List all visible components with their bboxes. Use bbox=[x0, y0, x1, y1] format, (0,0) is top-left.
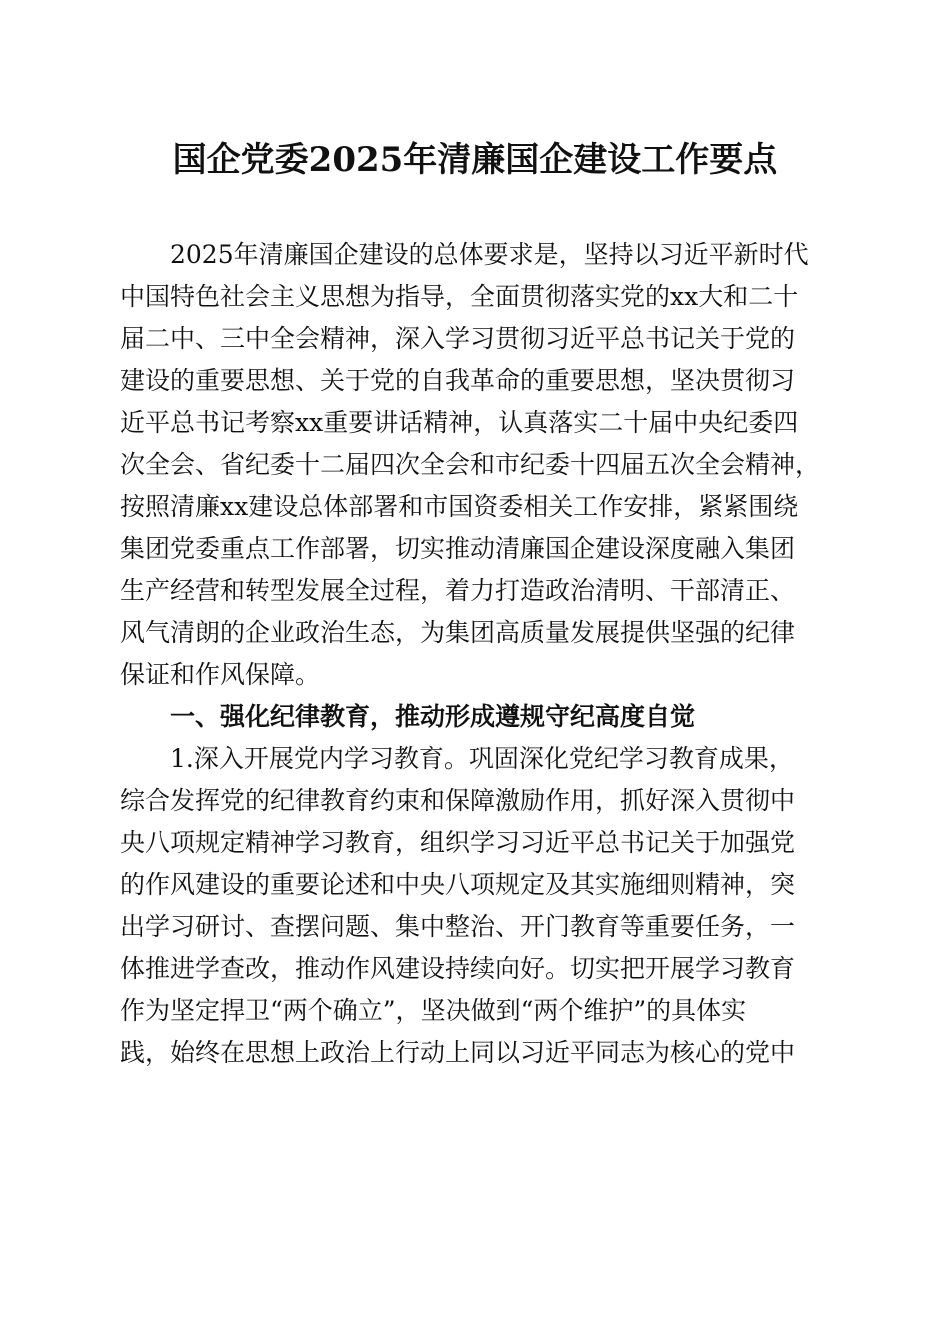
intro-line-text: 中国特色社会主义思想为指导，全面贯彻落实党的xx大和二十 bbox=[120, 282, 799, 311]
item-line-text: 践，始终在思想上政治上行动上同以习近平同志为核心的党中 bbox=[120, 1038, 796, 1067]
item-line-text: 综合发挥党的纪律教育约束和保障激励作用，抓好深入贯彻中 bbox=[120, 786, 796, 815]
item-line-text: 的作风建设的重要论述和中央八项规定及其实施细则精神，突 bbox=[120, 870, 796, 899]
intro-line-text: 按照清廉xx建设总体部署和市国资委相关工作安排，紧紧围绕 bbox=[120, 492, 799, 521]
intro-line-text: 生产经营和转型发展全过程，着力打造政治清明、干部清正、 bbox=[120, 576, 796, 605]
item-line-text: 作为坚定捍卫“两个确立”，坚决做到“两个维护”的具体实 bbox=[120, 996, 747, 1025]
intro-line-text: 届二中、三中全会精神，深入学习贯彻习近平总书记关于党的 bbox=[120, 324, 796, 353]
item-line-text: 1.深入开展党内学习教育。巩固深化党纪学习教育成果， bbox=[170, 744, 794, 773]
intro-line-text: 保证和作风保障。 bbox=[120, 660, 321, 689]
item-line-text: 出学习研讨、查摆问题、集中整治、开门教育等重要任务，一 bbox=[120, 912, 796, 941]
section-heading-text: 一、强化纪律教育，推动形成遵规守纪高度自觉 bbox=[170, 702, 696, 731]
document-title: 国企党委2025年清廉国企建设工作要点 bbox=[172, 140, 778, 180]
item-line-text: 体推进学查改，推动作风建设持续向好。切实把开展学习教育 bbox=[120, 954, 796, 983]
intro-line-text: 2025年清廉国企建设的总体要求是，坚持以习近平新时代 bbox=[170, 240, 809, 269]
intro-line-text: 风气清朗的企业政治生态，为集团高质量发展提供坚强的纪律 bbox=[120, 618, 796, 647]
intro-line-text: 近平总书记考察xx重要讲话精神，认真落实二十届中央纪委四 bbox=[120, 408, 799, 437]
intro-line-text: 建设的重要思想、关于党的自我革命的重要思想，坚决贯彻习 bbox=[120, 366, 796, 395]
item-line-text: 央八项规定精神学习教育，组织学习习近平总书记关于加强党 bbox=[120, 828, 796, 857]
intro-line-text: 次全会、省纪委十二届四次全会和市纪委十四届五次全会精神， bbox=[120, 450, 821, 479]
intro-line-text: 集团党委重点工作部署，切实推动清廉国企建设深度融入集团 bbox=[120, 534, 796, 563]
